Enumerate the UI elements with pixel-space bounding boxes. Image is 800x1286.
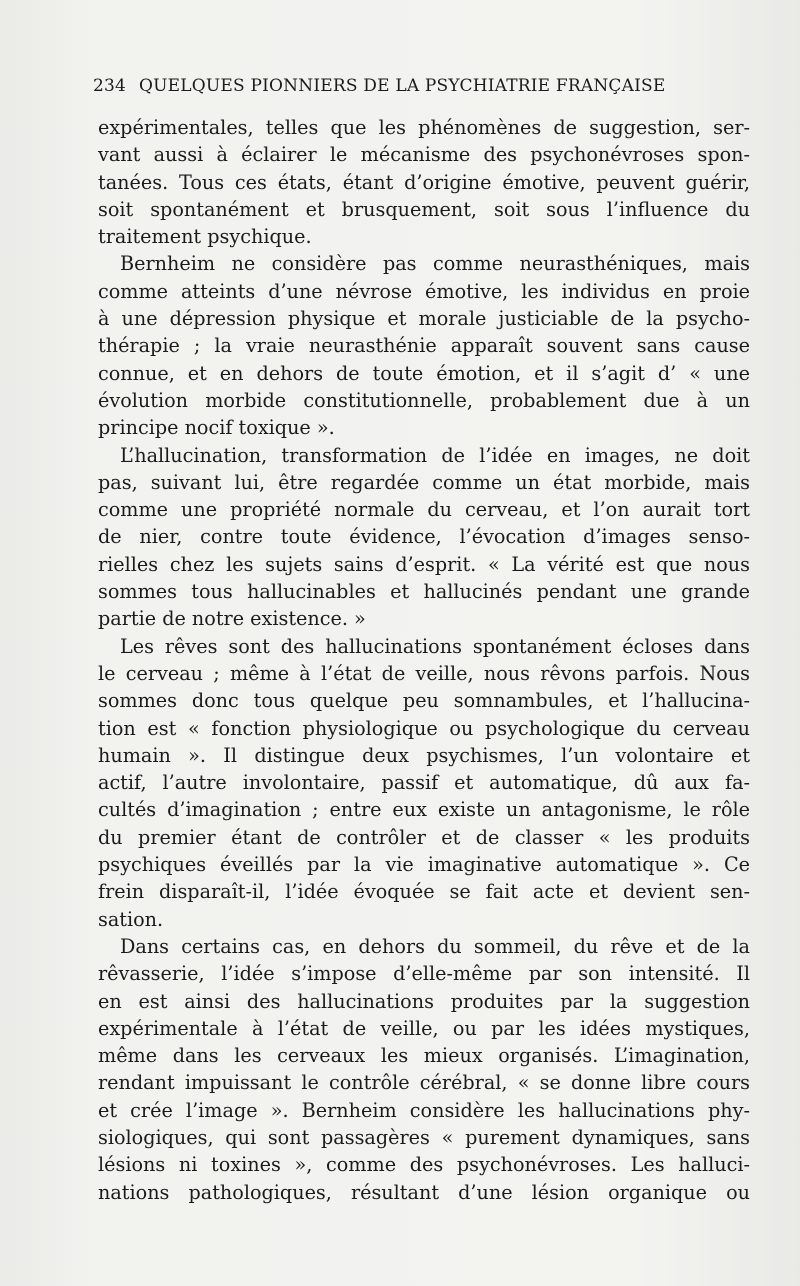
running-title: QUELQUES PIONNIERS DE LA PSYCHIATRIE FRANÇAISE	[139, 76, 666, 96]
text-line: partie de notre existence. »	[98, 607, 366, 631]
text-line: rielles chez les sujets sains d’esprit. « La vérité est que nous	[98, 552, 750, 576]
text-line: actif, l’autre involontaire, passif et automatique, dû aux fa-	[98, 771, 750, 795]
text-line: soit spontanément et brusquement, soit sous l’influence du	[98, 197, 750, 221]
text-line: et crée l’image ». Bernheim considère les hallucinations phy-	[98, 1098, 750, 1122]
text-line: psychiques éveillés par la vie imaginative automatique ». Ce	[98, 853, 750, 877]
text-line: sommes donc tous quelque peu somnambules, et l’hallucina-	[98, 689, 750, 713]
page-number: 234	[93, 76, 127, 96]
text-line: expérimentale à l’état de veille, ou par les idées mystiques,	[98, 1016, 750, 1040]
text-line: humain ». Il distingue deux psychismes, l’un volontaire et	[98, 743, 750, 767]
text-line: lésions ni toxines », comme des psychonévroses. Les halluci-	[98, 1153, 750, 1177]
text-line: sation.	[98, 907, 164, 931]
text-line: rêvasserie, l’idée s’impose d’elle-même par son intensité. Il	[98, 962, 750, 986]
text-line: expérimentales, telles que les phénomènes de suggestion, ser-	[98, 116, 750, 139]
text-line: pas, suivant lui, être regardée comme un état morbide, mais	[98, 470, 750, 494]
text-line: tion est « fonction physiologique ou psychologique du cerveau	[98, 716, 750, 740]
text-line: frein disparaît-il, l’idée évoquée se fait acte et devient sen-	[98, 880, 750, 904]
text-line: thérapie ; la vraie neurasthénie apparaît souvent sans cause	[98, 334, 750, 358]
text-line: siologiques, qui sont passagères « purement dynamiques, sans	[98, 1125, 750, 1149]
text-line: Bernheim ne considère pas comme neurasthéniques, mais	[120, 252, 750, 276]
text-line: L’hallucination, transformation de l’idée en images, ne doit	[120, 443, 750, 467]
text-line: principe nocif toxique ».	[98, 416, 335, 440]
text-line: connue, et en dehors de toute émotion, et il s’agit d’ « une	[98, 361, 750, 385]
text-line: comme une propriété normale du cerveau, et l’on aurait tort	[98, 498, 750, 522]
text-line: le cerveau ; même à l’état de veille, nous rêvons parfois. Nous	[98, 661, 750, 685]
text-line: comme atteints d’une névrose émotive, les individus en proie	[98, 279, 750, 303]
text-line: Dans certains cas, en dehors du sommeil, du rêve et de la	[120, 934, 750, 958]
text-line: sommes tous hallucinables et hallucinés pendant une grande	[98, 580, 750, 604]
text-line: du premier étant de contrôler et de classer « les produits	[98, 825, 750, 849]
text-line: même dans les cerveaux les mieux organisés. L’imagination,	[98, 1044, 750, 1068]
text-line: de nier, contre toute évidence, l’évocation d’images senso-	[98, 525, 750, 549]
text-line: en est ainsi des hallucinations produites par la suggestion	[98, 989, 750, 1013]
text-line: évolution morbide constitutionnelle, probablement due à un	[98, 388, 750, 412]
running-header	[93, 76, 753, 96]
text-line: vant aussi à éclairer le mécanisme des psychonévroses spon-	[98, 143, 750, 167]
text-line: nations pathologiques, résultant d’une lésion organique ou	[98, 1180, 750, 1204]
body-text	[98, 114, 750, 1206]
text-line: à une dépression physique et morale justiciable de la psycho-	[98, 307, 750, 331]
text-line: rendant impuissant le contrôle cérébral, « se donne libre cours	[98, 1071, 750, 1095]
text-line: tanées. Tous ces états, étant d’origine émotive, peuvent guérir,	[98, 170, 750, 194]
text-line: traitement psychique.	[98, 225, 312, 249]
text-line: cultés d’imagination ; entre eux existe un antagonisme, le rôle	[98, 798, 750, 822]
text-line: Les rêves sont des hallucinations spontanément écloses dans	[120, 634, 750, 658]
